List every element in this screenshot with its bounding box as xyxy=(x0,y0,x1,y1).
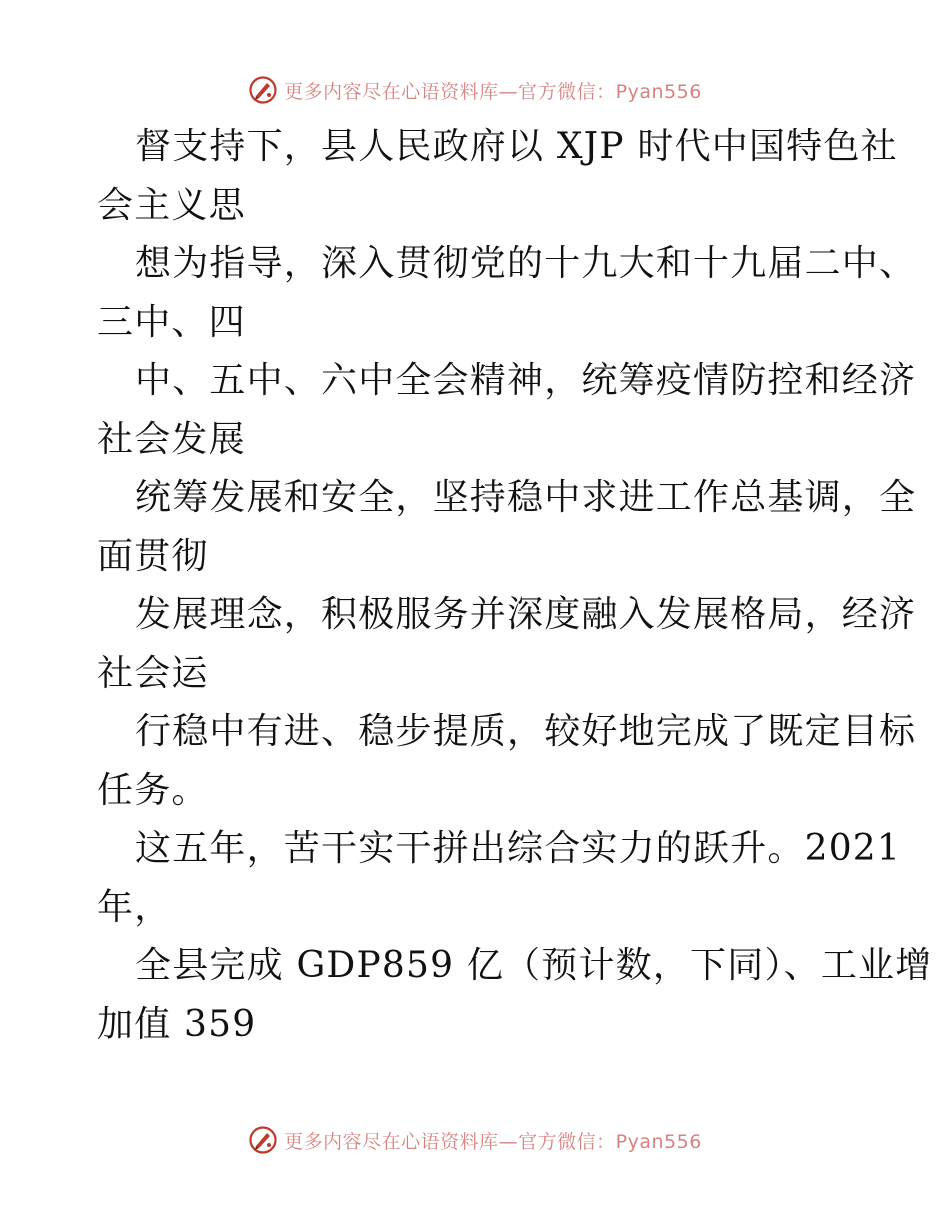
document-body xyxy=(97,118,933,1054)
body-line: 全县完成 GDP859 亿（预计数，下同）、工业增 xyxy=(135,945,933,986)
footer-banner xyxy=(0,1120,950,1160)
body-line: 统筹发展和安全，坚持稳中求进工作总基调，全 xyxy=(135,477,917,518)
body-line: 任务。 xyxy=(97,769,209,811)
pen-logo-icon xyxy=(248,75,278,105)
body-line: 督支持下，县人民政府以 XJP 时代中国特色社 xyxy=(135,126,898,167)
body-line: 年， xyxy=(97,886,172,928)
body-line: 三中、四 xyxy=(97,301,246,343)
body-line: 面贯彻 xyxy=(97,535,209,577)
body-line: 这五年，苦干实干拼出综合实力的跃升。2021 xyxy=(135,828,902,869)
body-line: 社会运 xyxy=(97,652,209,694)
body-line: 会主义思 xyxy=(97,184,246,226)
body-line: 加值 359 xyxy=(97,1003,257,1045)
body-line: 社会发展 xyxy=(97,418,246,460)
header-banner-text: 更多内容尽在心语资料库—官方微信：Pyan556 xyxy=(284,80,702,103)
footer-banner-text: 更多内容尽在心语资料库—官方微信：Pyan556 xyxy=(284,1130,702,1153)
body-line: 发展理念，积极服务并深度融入发展格局，经济 xyxy=(135,594,917,635)
body-line: 想为指导，深入贯彻党的十九大和十九届二中、 xyxy=(135,243,917,284)
pen-logo-icon xyxy=(248,1125,278,1155)
header-banner xyxy=(0,70,950,110)
body-line: 行稳中有进、稳步提质，较好地完成了既定目标 xyxy=(135,711,917,752)
body-line: 中、五中、六中全会精神，统筹疫情防控和经济 xyxy=(135,360,917,401)
